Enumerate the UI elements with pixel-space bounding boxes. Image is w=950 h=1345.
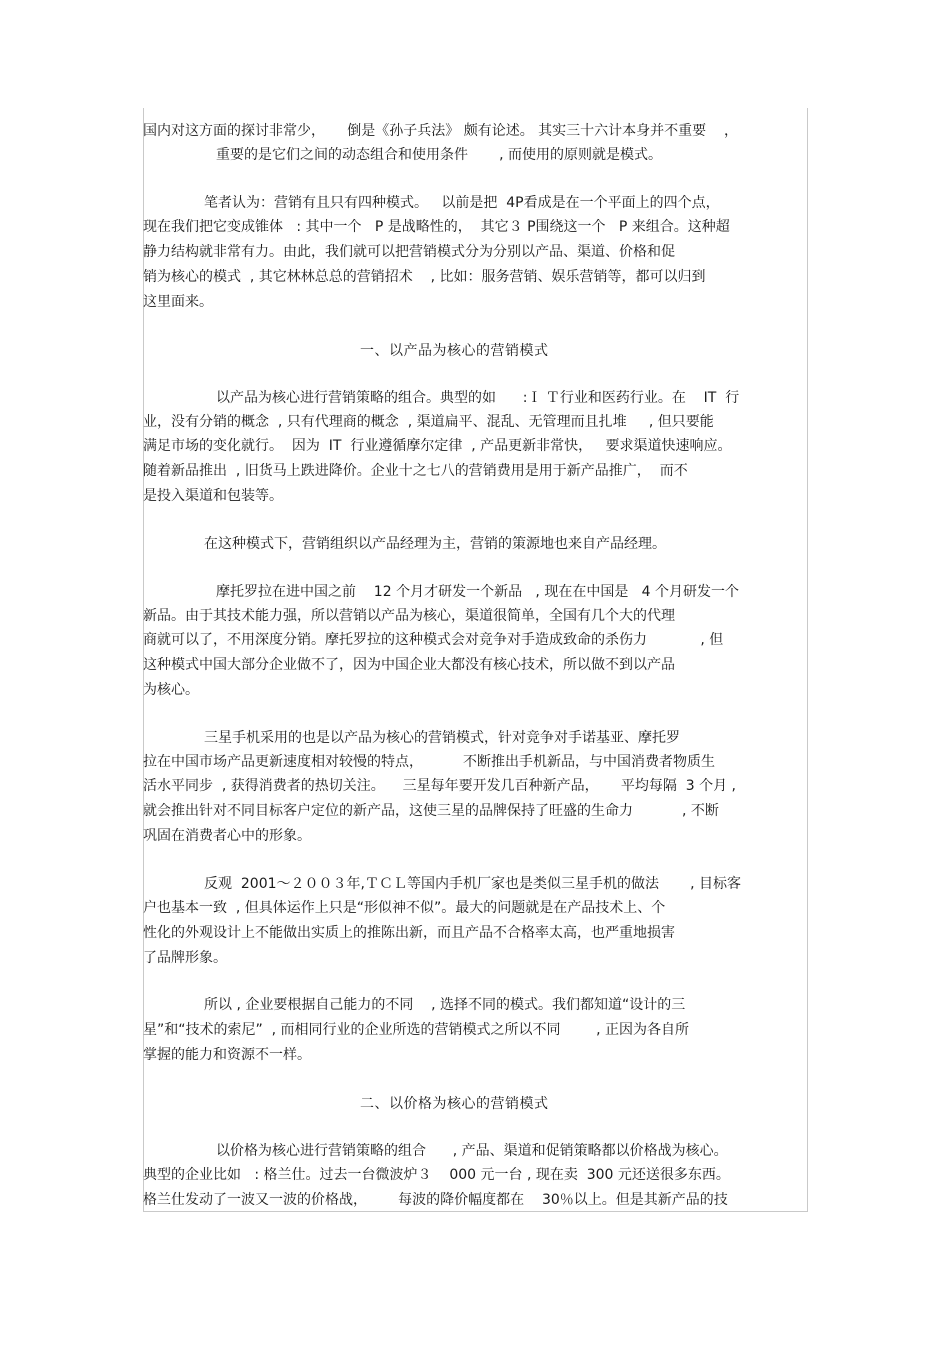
text-line: 满足市场的变化就行。 因为 IT 行业遵循摩尔定律 , 产品更新非常快， 要求渠道快速响应。 (143, 438, 732, 454)
text-line: 就会推出针对不同目标客户定位的新产品，这使三星的品牌保持了旺盛的生命力 , 不断 (143, 803, 719, 819)
text-line: 静力结构就非常有力。由此，我们就可以把营销模式分为分别以产品、渠道、价格和促 (143, 244, 675, 260)
text-line: 为核心。 (143, 682, 199, 698)
text-line: 活水平同步 , 获得消费者的热切关注。 三星每年要开发几百种新产品， 平均每隔 3 个月 , (143, 778, 737, 794)
text-line: 新品。由于其技术能力强，所以营销以产品为核心，渠道很简单，全国有几个大的代理 (143, 608, 675, 624)
text-line: 巩固在消费者心中的形象。 (143, 828, 311, 844)
text-line: 拉在中国市场产品更新速度相对较慢的特点， 不断推出手机新品，与中国消费者物质生 (143, 754, 716, 770)
text-line: 户也基本一致 , 但具体运作上只是“形似神不似”。最大的问题就是在产品技术上、个 (143, 900, 666, 916)
text-line: 性化的外观设计上不能做出实质上的推陈出新，而且产品不合格率太高，也严重地损害 (143, 925, 675, 941)
text-line: 典型的企业比如 : 格兰仕。过去一台微波炉３ 000 元一台 , 现在卖 300 元还送很多东西。 (143, 1167, 730, 1183)
text-line: 星”和“技术的索尼” , 而相同行业的企业所选的营销模式之所以不同 , 正因为各自所 (143, 1022, 690, 1038)
text-line: 格兰仕发动了一波又一波的价格战， 每波的降价幅度都在 30％以上。但是其新产品的技 (143, 1192, 728, 1208)
text-line: 以价格为核心进行营销策略的组合 , 产品、渠道和促销策略都以价格战为核心。 (216, 1143, 728, 1159)
text-line: 笔者认为：营销有且只有四种模式。 以前是把 4P看成是在一个平面上的四个点， (204, 195, 720, 211)
text-line: 了品牌形象。 (143, 950, 227, 966)
text-line: 随着新品推出 , 旧货马上跌进降价。企业十之七八的营销费用是用于新产品推广， 而不 (143, 463, 688, 479)
text-line: 掌握的能力和资源不一样。 (143, 1047, 311, 1063)
text-line: 在这种模式下，营销组织以产品经理为主，营销的策源地也来自产品经理。 (204, 536, 666, 552)
text-line: 销为核心的模式 , 其它林林总总的营销招术 , 比如：服务营销、娱乐营销等，都可以归到 (143, 269, 706, 285)
text-line: 业，没有分销的概念 , 只有代理商的概念 , 渠道扁平、混乱、无管理而且扎堆 , 但只要能 (143, 414, 714, 430)
section-heading: 一、以产品为核心的营销模式 (360, 343, 549, 359)
text-line: 所以 , 企业要根据自己能力的不同 , 选择不同的模式。我们都知道“设计的三 (204, 997, 686, 1013)
text-line: 国内对这方面的探讨非常少， 倒是《孙子兵法》 颇有论述。 其实三十六计本身并不重要 ， (143, 123, 738, 139)
text-line: 这种模式中国大部分企业做不了，因为中国企业大都没有核心技术，所以做不到以产品 (143, 657, 675, 673)
text-line: 商就可以了，不用深度分销。摩托罗拉的这种模式会对竞争对手造成致命的杀伤力 , 但 (143, 632, 724, 648)
text-line: 三星手机采用的也是以产品为核心的营销模式，针对竞争对手诺基亚、摩托罗 (204, 730, 680, 746)
text-line: 现在我们把它变成锥体 : 其中一个 P 是战略性的， 其它３ P围绕这一个 P 来组合。这种超 (143, 219, 730, 235)
text-line: 反观 2001～２００３年,ＴＣＬ等国内手机厂家也是类似三星手机的做法 , 目标客 (204, 876, 742, 892)
text-line: 以产品为核心进行营销策略的组合。典型的如 :Ｉ Ｔ行业和医药行业。在 IT 行 (216, 390, 740, 406)
text-line: 是投入渠道和包装等。 (143, 488, 283, 504)
text-line: 这里面来。 (143, 294, 213, 310)
section-heading: 二、以价格为核心的营销模式 (360, 1096, 549, 1112)
text-line: 重要的是它们之间的动态组合和使用条件 , 而使用的原则就是模式。 (216, 147, 663, 163)
text-line: 摩托罗拉在进中国之前 12 个月才研发一个新品 , 现在在中国是 4 个月研发一个 (216, 584, 740, 600)
